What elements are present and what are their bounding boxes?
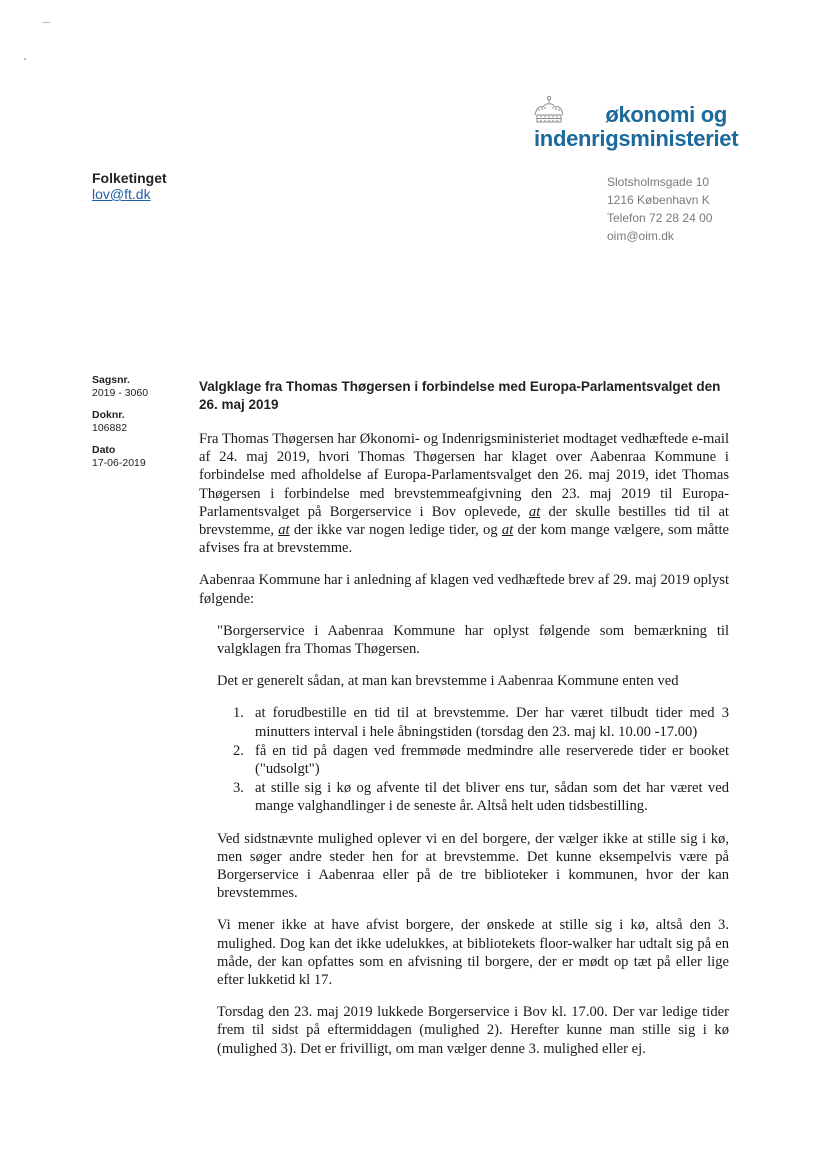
date-label: Dato	[92, 444, 116, 456]
logo-line-2: indenrigsministeriet	[534, 126, 739, 151]
quote-paragraph: Det er generelt sådan, at man kan brevstemme i Aabenraa Kommune enten ved	[217, 673, 679, 690]
case-number-value: 2019 - 3060	[92, 387, 149, 399]
date-value: 17-06-2019	[92, 457, 146, 469]
scan-mark	[42, 22, 50, 23]
recipient-name: Folketinget	[92, 170, 167, 186]
list-item-text: få en tid på dagen ved fremmøde medmindre alle reserverede tider er booket ("udsolgt")	[255, 742, 729, 778]
quoted-statement	[217, 622, 729, 1058]
ministry-logo	[530, 102, 739, 151]
letter-body	[199, 430, 729, 1072]
list-item	[217, 704, 729, 740]
recipient-block	[92, 170, 167, 202]
list-item-text: at forudbestille en tid til at brevstemme. Der har været tilbudt tider med 3 minutters interval i hele åbningstiden (torsdag den 23. maj kl. 10.00 -17.00)	[255, 705, 729, 740]
scan-mark	[24, 58, 26, 60]
list-item	[217, 742, 729, 778]
recipient-email-link[interactable]: lov@ft.dk	[92, 186, 151, 202]
quote-paragraph: Torsdag den 23. maj 2019 lukkede Borgerservice i Bov kl. 17.00. Der var ledige tider frem til sidst på eftermiddagen (mulighed 2). Herefter kunne man stille sig i kø (mulighed 3). Det er frivilligt, om man vælger denne 3. mulighed eller ej.	[217, 1004, 729, 1057]
document-number-value: 106882	[92, 422, 128, 434]
list-item-number: 1.	[233, 705, 244, 722]
sender-address-block	[607, 173, 712, 245]
list-item	[217, 779, 729, 815]
sender-phone: Telefon 72 28 24 00	[607, 211, 713, 225]
paragraph-intro: Fra Thomas Thøgersen har Økonomi- og Indenrigsministeriet modtaget vedhæftede e-mail af 24. maj 2019, hvori Thomas Thøgersen har klaget over Aabenraa Kommune i forbindelse med afholdelse af Europa-Parlamentsvalget den 26. maj 2019, idet Thomas Thøgersen i forbindelse med brevstemmeafgivning den 23. maj 2019 til Europa-Parlamentsvalget på Borgerservice i Bov oplevede, at der skulle bestilles tid til at brevstemme, at der ikke var nogen ledige tider, og at der kom mange vælgere, som måtte afvises fra at brevstemme.	[199, 431, 729, 557]
sender-city: 1216 København K	[607, 193, 710, 207]
letter-subject: Valgklage fra Thomas Thøgersen i forbindelse med Europa-Parlamentsvalget den 26. maj 2019	[199, 379, 721, 412]
quote-paragraph: Vi mener ikke at have afvist borgere, der ønskede at stille sig i kø, altså den 3. mulighed. Dog kan det ikke udelukkes, at bibliotekets floor-walker har udtalt sig på en måde, der kan opfattes som en afvisning til borgere, der er mødt op tæt på eller lige efter lukketid kl 17.	[217, 917, 729, 989]
list-item-number: 3.	[233, 780, 244, 797]
quote-paragraph: Ved sidstnævnte mulighed oplever vi en del borgere, der vælger ikke at stille sig i kø, men søger andre steder hen for at brevstemme. Det kunne eksempelvis være på Borgerservice i Aabenraa eller på de tre biblioteker i kommunen, hvor der kan brevstemmes.	[217, 830, 729, 902]
document-meta	[92, 374, 148, 479]
document-number-label: Doknr.	[92, 409, 125, 421]
sender-email: oim@oim.dk	[607, 229, 674, 243]
case-number-label: Sagsnr.	[92, 374, 130, 386]
options-list	[217, 704, 729, 815]
sender-street: Slotsholmsgade 10	[607, 175, 710, 189]
paragraph-municipality: Aabenraa Kommune har i anledning af klagen ved vedhæftede brev af 29. maj 2019 oplyst følgende:	[199, 572, 729, 607]
list-item-text: at stille sig i kø og afvente til det bliver ens tur, sådan som det har været ved mange valghandlinger i de seneste år. Altså helt uden tidsbestilling.	[255, 780, 729, 815]
list-item-number: 2.	[233, 742, 244, 759]
quote-paragraph: "Borgerservice i Aabenraa Kommune har oplyst følgende som bemærkning til valgklagen fra Thomas Thøgersen.	[217, 622, 729, 658]
logo-line-1: økonomi og	[605, 102, 727, 127]
